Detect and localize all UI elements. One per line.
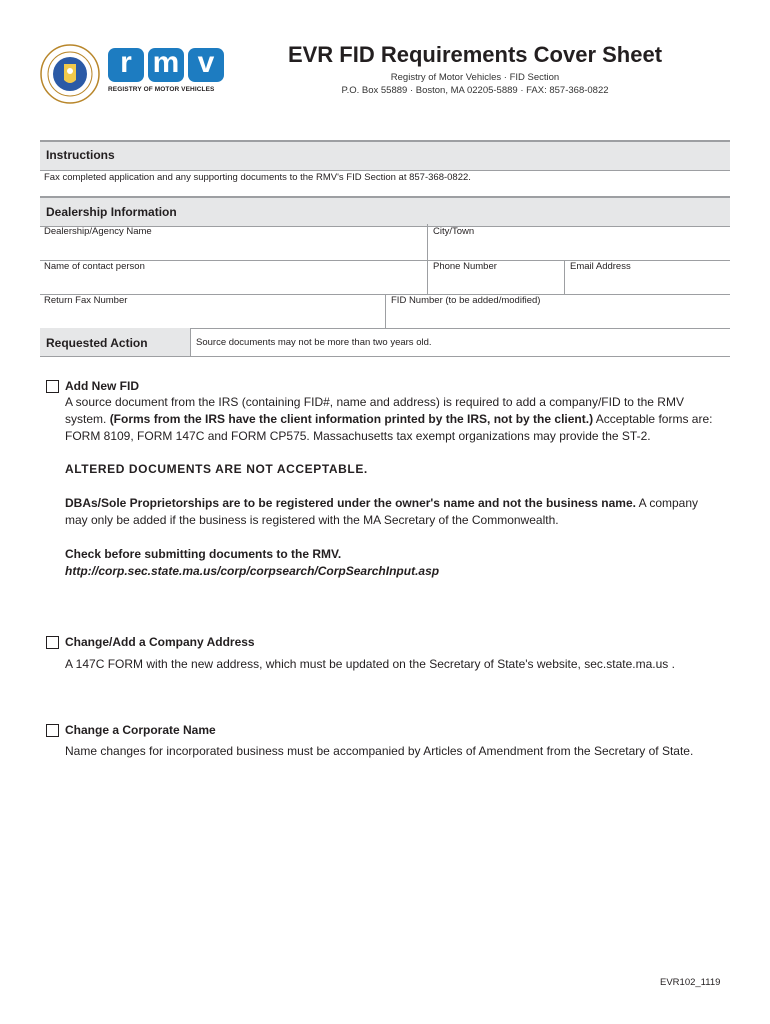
- phone-number-label: Phone Number: [433, 261, 497, 272]
- change-address-checkbox[interactable]: [46, 636, 59, 649]
- dba-paragraph: [65, 495, 705, 529]
- org-line: Registry of Motor Vehicles · FID Section: [390, 72, 560, 83]
- logo-letter-m: m: [148, 48, 184, 82]
- rmv-logo: [108, 48, 226, 98]
- change-name-text: Name changes for incorporated business must be accompanied by Articles of Amendment from the Secretary of State.: [65, 744, 694, 758]
- add-new-fid-text-b: Acceptable forms are: FORM 8109, FORM 147C and FORM CP575. Massachusetts tax exempt organizations may provide the ST-2.: [65, 412, 713, 443]
- add-new-fid-checkbox[interactable]: [46, 380, 59, 393]
- corp-search-link[interactable]: http://corp.sec.state.ma.us/corp/corpsearch/CorpSearchInput.asp: [65, 564, 440, 578]
- fid-number-label: FID Number (to be added/modified): [391, 295, 541, 306]
- change-name-title: Change a Corporate Name: [65, 723, 216, 737]
- page-title: EVR FID Requirements Cover Sheet: [287, 42, 663, 67]
- add-new-fid-paragraph: [65, 394, 725, 445]
- change-address-title: Change/Add a Company Address: [65, 635, 255, 649]
- contact-person-label: Name of contact person: [44, 261, 145, 272]
- add-new-fid-title: Add New FID: [65, 379, 139, 393]
- divider: [385, 294, 386, 328]
- massachusetts-seal-icon: [40, 44, 100, 104]
- dba-bold-text: DBAs/Sole Proprietorships are to be registered under the owner's name and not the business name.: [65, 496, 636, 510]
- change-name-checkbox[interactable]: [46, 724, 59, 737]
- city-town-label: City/Town: [433, 226, 475, 237]
- agency-name-label: Dealership/Agency Name: [44, 226, 152, 237]
- logo-letter-v: v: [188, 48, 224, 82]
- divider: [427, 224, 428, 260]
- divider: [564, 260, 565, 294]
- divider: [427, 260, 428, 294]
- check-before-submitting: Check before submitting documents to the RMV.: [65, 547, 342, 561]
- logo-letter-r: r: [108, 48, 144, 82]
- requested-action-note: Source documents may not be more than two years old.: [196, 337, 432, 348]
- return-fax-label: Return Fax Number: [44, 295, 128, 306]
- add-new-fid-text-a: A source document from the IRS (containing FID#, name and address) is required to add a company/FID to the RMV system.: [65, 395, 684, 426]
- divider: [40, 356, 730, 357]
- email-address-label: Email Address: [570, 261, 631, 272]
- address-line: P.O. Box 55889 · Boston, MA 02205-5889 · FAX: 857-368-0822: [341, 85, 609, 96]
- dba-rest-text: A company may only be added if the business is registered with the MA Secretary of the Commonwealth.: [65, 496, 699, 527]
- instructions-heading: Instructions: [46, 148, 115, 162]
- altered-documents-warning: ALTERED DOCUMENTS ARE NOT ACCEPTABLE.: [65, 462, 368, 476]
- requested-action-heading: Requested Action: [46, 336, 148, 350]
- divider: [190, 328, 191, 356]
- logo-subtitle: REGISTRY OF MOTOR VEHICLES: [108, 86, 215, 93]
- change-address-text: A 147C FORM with the new address, which must be updated on the Secretary of State's website, sec.state.ma.us .: [65, 657, 675, 671]
- instructions-header-bar: [40, 140, 730, 171]
- instructions-text: Fax completed application and any supporting documents to the RMV's FID Section at 857-368-0822.: [44, 172, 471, 183]
- add-new-fid-text-bold: (Forms from the IRS have the client information printed by the IRS, not by the client.): [109, 412, 594, 426]
- dealership-heading: Dealership Information: [46, 205, 177, 219]
- form-code: EVR102_1119: [660, 977, 721, 988]
